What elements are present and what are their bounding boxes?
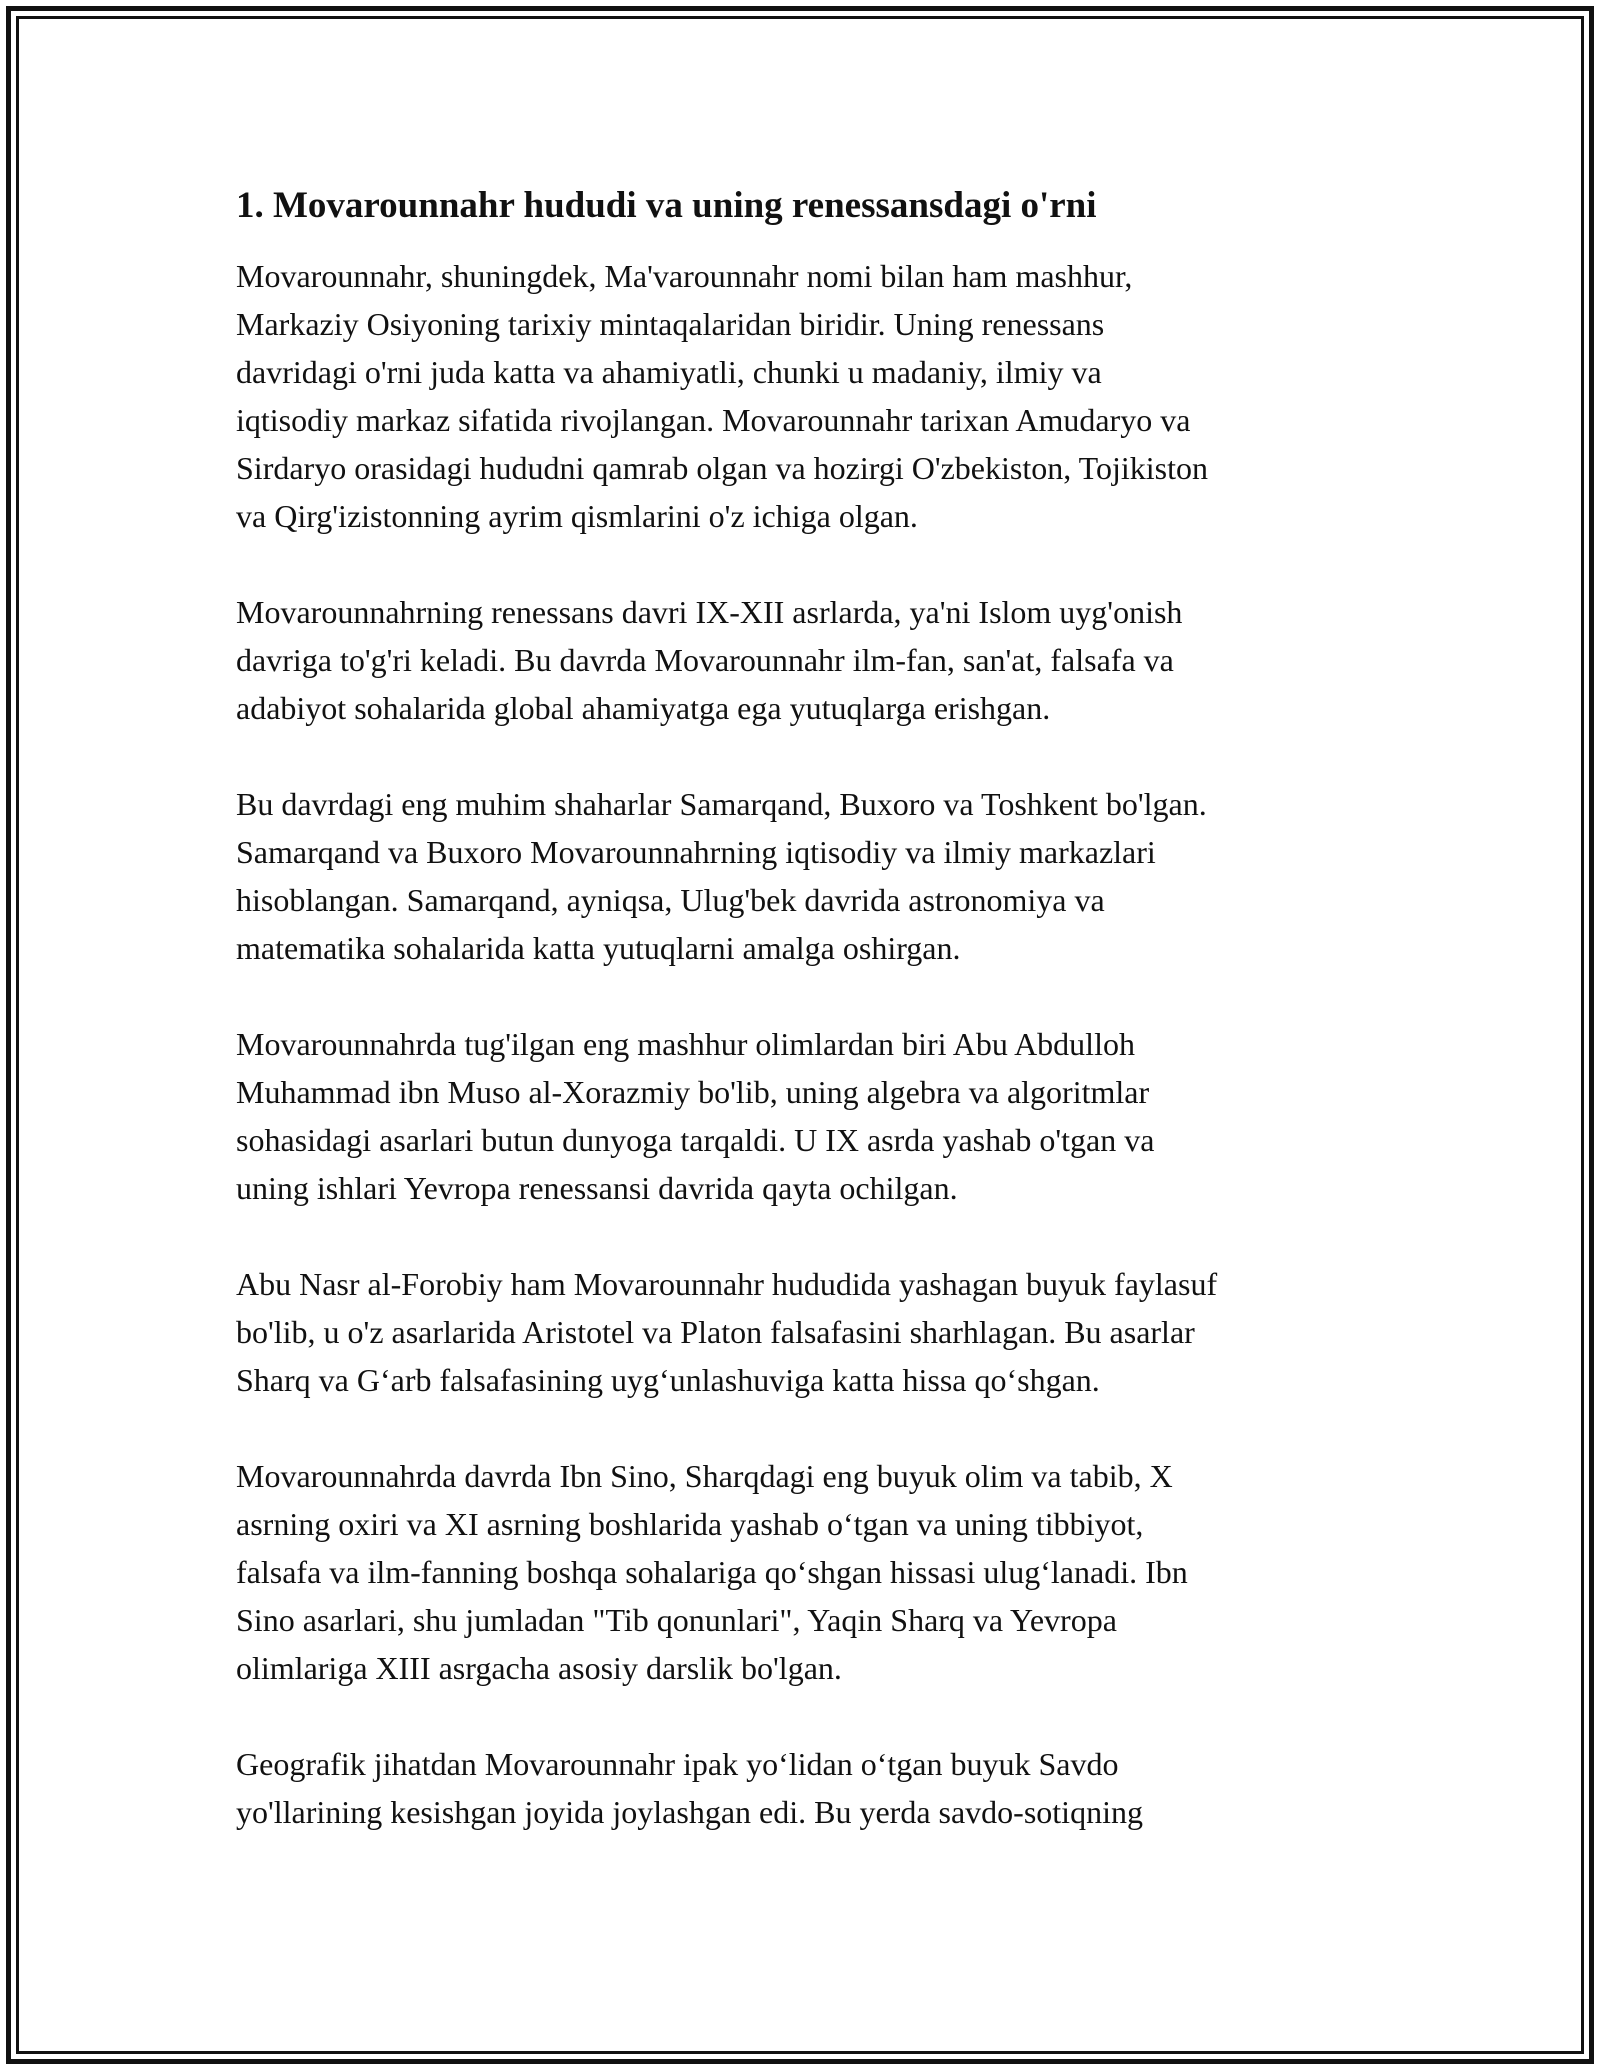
paragraph-cities: Bu davrdagi eng muhim shaharlar Samarqand, Buxoro va Toshkent bo'lgan. Samarqand va Buxoro Movarounnahrning iqtisodiy va ilmiy markazlari hisoblangan. Samarqand, ayniqsa, Ulug'bek davrida astronomiya va matematika sohalarida katta yutuqlarni amalga oshirgan. xyxy=(236,786,1207,966)
paragraph-al-forobiy: Abu Nasr al-Forobiy ham Movarounnahr hududida yashagan buyuk faylasuf bo'lib, u o'z asarlarida Aristotel va Platon falsafasini sharhlagan. Bu asarlar Sharq va G‘arb falsafasining uyg‘unlashuviga katta hissa qo‘shgan. xyxy=(236,1266,1218,1398)
section-heading: 1. Movarounnahr hududi va uning renessansdagi o'rni xyxy=(236,185,1097,226)
paragraph-intro: Movarounnahr, shuningdek, Ma'varounnahr nomi bilan ham mashhur, Markaziy Osiyoning tarixiy mintaqalaridan biridir. Uning renessans davridagi o'rni juda katta va ahamiyatli, chunki u madaniy, ilmiy va iqtisodiy markaz sifatida rivojlangan. Movarounnahr tarixan Amudaryo va Sirdaryo orasidagi hududni qamrab olgan va hozirgi O'zbekiston, Tojikiston va Qirg'izistonning ayrim qismlarini o'z ichiga olgan. xyxy=(236,258,1208,534)
paragraph-geography: Geografik jihatdan Movarounnahr ipak yo‘lidan o‘tgan buyuk Savdo yo'llarining kesishgan joyida joylashgan edi. Bu yerda savdo-sotiqning xyxy=(236,1746,1143,1830)
paragraph-al-xorazmiy: Movarounnahrda tug'ilgan eng mashhur olimlardan biri Abu Abdulloh Muhammad ibn Muso al-Xorazmiy bo'lib, uning algebra va algoritmlar sohasidagi asarlari butun dunyoga tarqaldi. U IX asrda yashab o'tgan va uning ishlari Yevropa renessansi davrida qayta ochilgan. xyxy=(236,1026,1155,1206)
paragraph-ibn-sino: Movarounnahrda davrda Ibn Sino, Sharqdagi eng buyuk olim va tabib, X asrning oxiri va XI asrning boshlarida yashab o‘tgan va uning tibbiyot, falsafa va ilm-fanning boshqa sohalariga qo‘shgan hissasi ulug‘lanadi. Ibn Sino asarlari, shu jumladan "Tib qonunlari", Yaqin Sharq va Yevropa olimlariga XIII asrgacha asosiy darslik bo'lgan. xyxy=(236,1458,1188,1686)
document-body xyxy=(236,182,1386,1884)
paragraph-renaissance-period: Movarounnahrning renessans davri IX-XII asrlarda, ya'ni Islom uyg'onish davriga to'g'ri keladi. Bu davrda Movarounnahr ilm-fan, san'at, falsafa va adabiyot sohalarida global ahamiyatga ega yutuqlarga erishgan. xyxy=(236,594,1183,726)
